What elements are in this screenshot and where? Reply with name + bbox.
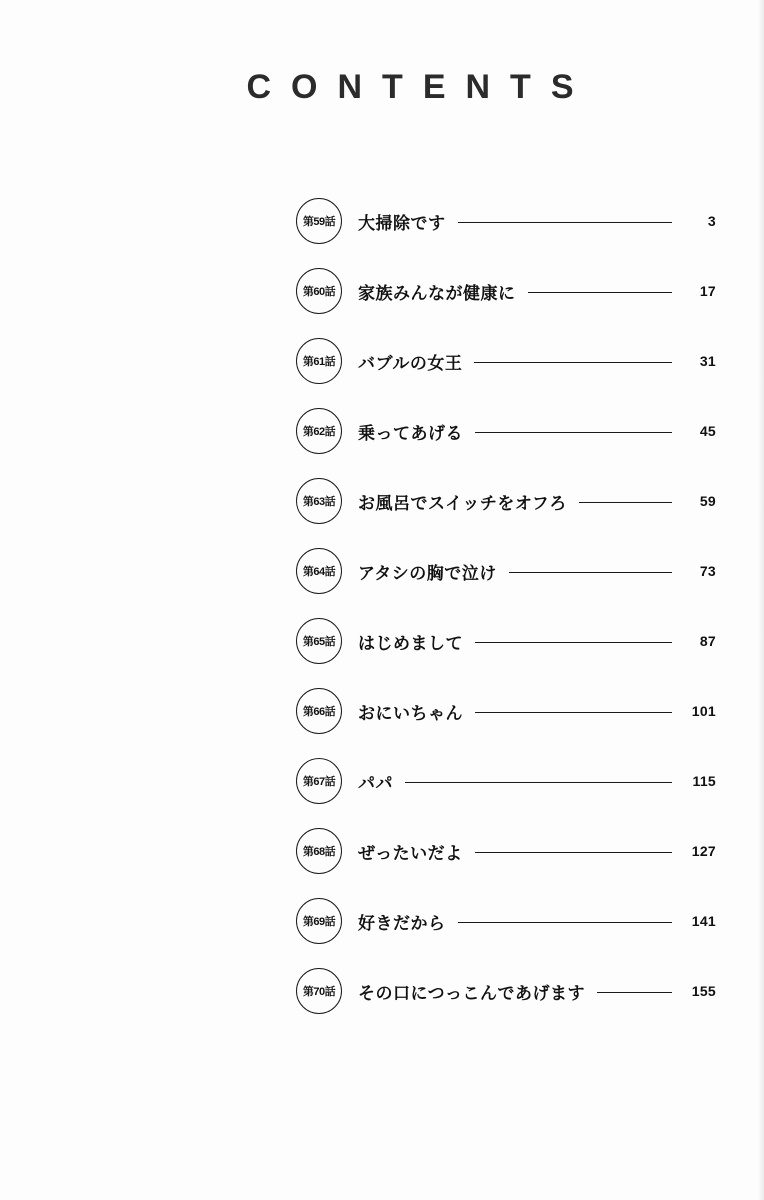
episode-badge: 第63話: [296, 478, 342, 524]
episode-badge: 第61話: [296, 338, 342, 384]
list-item[interactable]: [296, 746, 716, 816]
episode-badge: 第59話: [296, 198, 342, 244]
leader-line: [458, 222, 673, 223]
episode-badge: 第68話: [296, 828, 342, 874]
leader-line: [528, 292, 673, 293]
episode-badge: 第62話: [296, 408, 342, 454]
episode-title: その口につっこんであげます: [358, 983, 585, 1003]
page-number: 31: [699, 353, 716, 369]
list-item[interactable]: [296, 186, 716, 256]
leader-line: [475, 712, 672, 713]
page-number: 59: [699, 493, 716, 509]
episode-title: バブルの女王: [358, 353, 463, 373]
table-of-contents: [296, 186, 716, 1026]
list-item[interactable]: [296, 536, 716, 606]
episode-title: ぜったいだよ: [358, 843, 463, 863]
list-item[interactable]: [296, 326, 716, 396]
leader-line: [474, 362, 672, 363]
page-number: 73: [699, 563, 716, 579]
episode-badge: 第69話: [296, 898, 342, 944]
leader-line: [597, 992, 672, 993]
list-item[interactable]: [296, 396, 716, 466]
list-item[interactable]: [296, 256, 716, 326]
leader-line: [405, 782, 672, 783]
list-item[interactable]: [296, 816, 716, 886]
page-number: 141: [691, 913, 716, 929]
episode-title: お風呂でスイッチをオフろ: [358, 493, 567, 513]
episode-title: 好きだから: [358, 913, 446, 933]
list-item[interactable]: [296, 466, 716, 536]
list-item[interactable]: [296, 606, 716, 676]
page-number: 3: [707, 213, 716, 229]
page-number: 155: [691, 983, 716, 999]
page-number: 87: [699, 633, 716, 649]
list-item[interactable]: [296, 886, 716, 956]
leader-line: [475, 852, 672, 853]
episode-title: 大掃除です: [358, 213, 446, 233]
episode-title: はじめまして: [358, 633, 463, 653]
episode-badge: 第60話: [296, 268, 342, 314]
episode-badge: 第70話: [296, 968, 342, 1014]
episode-title: 家族みんなが健康に: [358, 283, 516, 303]
episode-badge: 第64話: [296, 548, 342, 594]
episode-title: 乗ってあげる: [358, 423, 463, 443]
page-title: CONTENTS: [246, 68, 594, 106]
page-edge-shading: [758, 0, 764, 1200]
episode-title: アタシの胸で泣け: [358, 563, 497, 583]
episode-title: おにいちゃん: [358, 703, 463, 723]
episode-badge: 第66話: [296, 688, 342, 734]
episode-badge: 第67話: [296, 758, 342, 804]
list-item[interactable]: [296, 676, 716, 746]
leader-line: [579, 502, 672, 503]
leader-line: [458, 922, 673, 923]
page-number: 115: [692, 773, 716, 789]
leader-line: [475, 432, 672, 433]
leader-line: [475, 642, 672, 643]
leader-line: [509, 572, 672, 573]
list-item[interactable]: [296, 956, 716, 1026]
episode-title: パパ: [358, 773, 393, 793]
page-number: 17: [699, 283, 716, 299]
page-number: 127: [691, 843, 716, 859]
page-number: 101: [691, 703, 716, 719]
episode-badge: 第65話: [296, 618, 342, 664]
page-number: 45: [699, 423, 716, 439]
